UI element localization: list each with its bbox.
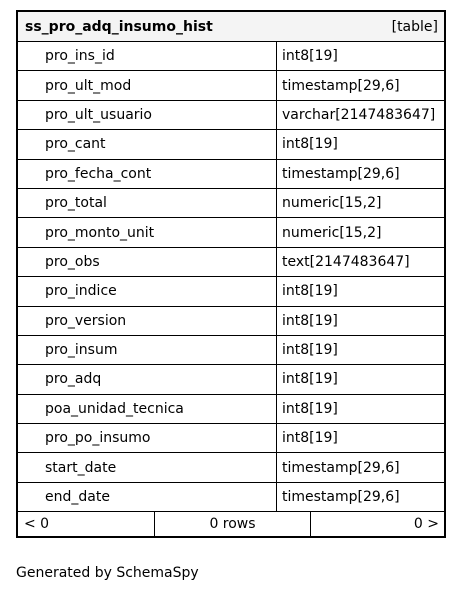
column-row (18, 160, 444, 189)
column-type: timestamp[29,6] (282, 459, 400, 476)
column-row (18, 277, 444, 306)
column-type: timestamp[29,6] (282, 165, 400, 182)
column-name: pro_monto_unit (18, 218, 277, 246)
column-type: int8[19] (282, 136, 338, 153)
children-count: 0 > (413, 516, 439, 533)
column-row (18, 336, 444, 365)
column-type: numeric[15,2] (282, 224, 382, 241)
column-type: int8[19] (282, 312, 338, 329)
column-name: pro_cant (18, 130, 277, 158)
column-name: pro_ult_mod (18, 71, 277, 99)
column-type: varchar[2147483647] (282, 106, 436, 123)
column-type: int8[19] (282, 342, 338, 359)
column-row (18, 453, 444, 482)
column-type: timestamp[29,6] (282, 77, 400, 94)
column-type: numeric[15,2] (282, 195, 382, 212)
table-name: ss_pro_adq_insumo_hist (25, 18, 213, 35)
table-footer (18, 512, 444, 536)
column-name: pro_indice (18, 277, 277, 305)
column-type: int8[19] (282, 371, 338, 388)
column-row (18, 424, 444, 453)
column-name: pro_adq (18, 365, 277, 393)
column-name: pro_version (18, 307, 277, 335)
column-name: pro_po_insumo (18, 424, 277, 452)
column-row (18, 365, 444, 394)
column-row (18, 395, 444, 424)
column-name: end_date (18, 483, 277, 511)
column-name: poa_unidad_tecnica (18, 395, 277, 423)
table-header (18, 12, 444, 42)
column-list (18, 42, 444, 512)
column-type: int8[19] (282, 400, 338, 417)
generated-by-label: Generated by SchemaSpy (16, 565, 199, 581)
column-row (18, 71, 444, 100)
column-type: timestamp[29,6] (282, 489, 400, 506)
column-row (18, 483, 444, 512)
column-row (18, 218, 444, 247)
column-row (18, 101, 444, 130)
column-type: int8[19] (282, 430, 338, 447)
column-name: pro_total (18, 189, 277, 217)
table-kind-label: [table] (391, 18, 438, 35)
column-name: pro_insum (18, 336, 277, 364)
column-type: int8[19] (282, 283, 338, 300)
column-name: start_date (18, 453, 277, 481)
column-type: int8[19] (282, 48, 338, 65)
row-count: 0 rows (155, 512, 311, 536)
column-row (18, 248, 444, 277)
column-row (18, 189, 444, 218)
column-row (18, 307, 444, 336)
column-name: pro_ult_usuario (18, 101, 277, 129)
column-row (18, 42, 444, 71)
column-name: pro_fecha_cont (18, 160, 277, 188)
column-row (18, 130, 444, 159)
table-node (16, 10, 446, 538)
parents-count: < 0 (18, 512, 155, 536)
column-name: pro_obs (18, 248, 277, 276)
column-type: text[2147483647] (282, 253, 410, 270)
column-name: pro_ins_id (18, 42, 277, 70)
